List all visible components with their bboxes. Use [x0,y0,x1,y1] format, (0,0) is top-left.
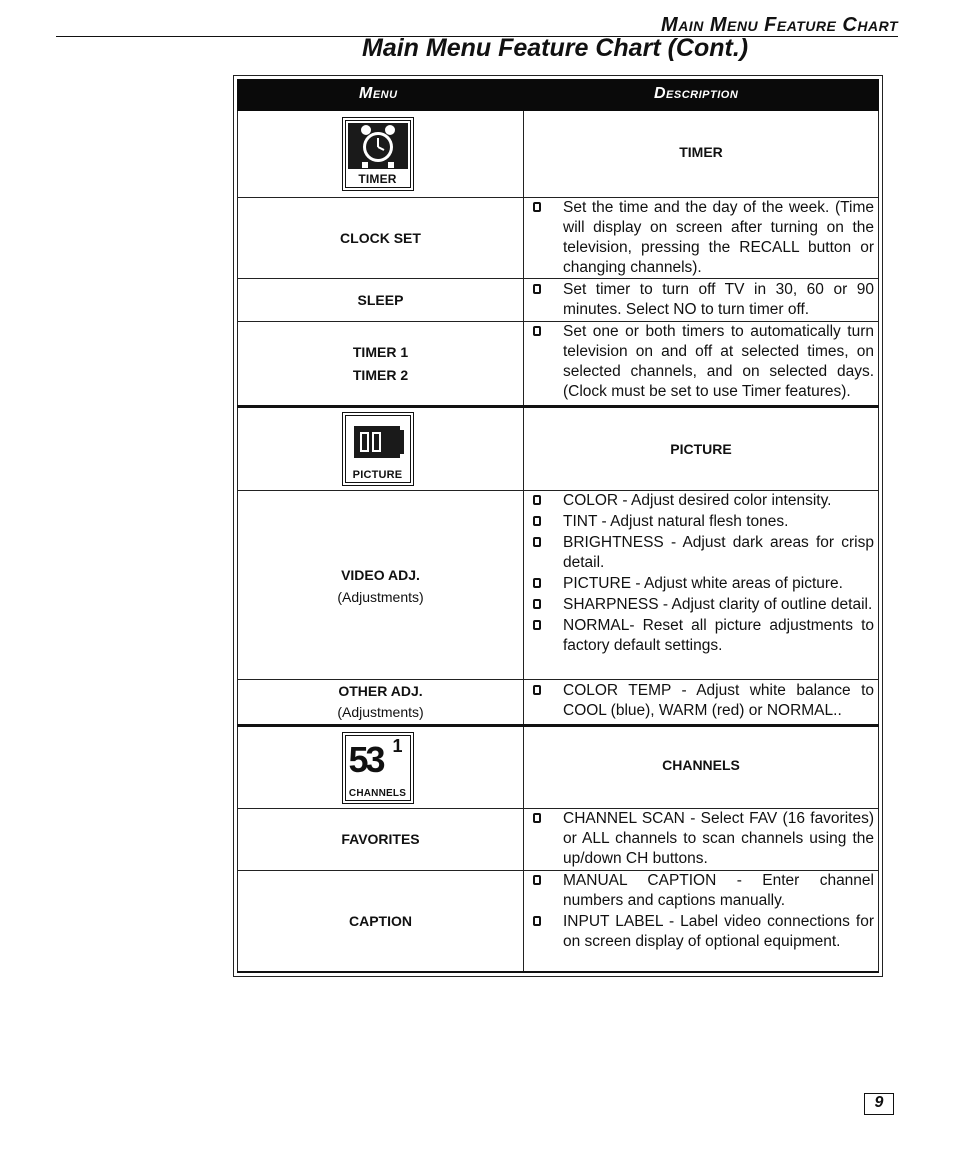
table-row [237,198,879,279]
table-row [237,680,879,727]
checkbox-bullet-icon [533,620,541,630]
timer-icon [342,117,414,191]
description-item: SHARPNESS - Adjust clarity of outline detail. [533,595,874,615]
menu-item-caption: CAPTION [349,912,412,929]
tv-screen-icon [346,416,410,464]
channels-title-cell [524,727,879,808]
checkbox-bullet-icon [533,685,541,695]
channels-section-title: CHANNELS [662,757,740,773]
checkbox-bullet-icon [533,202,541,212]
picture-section-title: PICTURE [670,441,732,457]
description-item: NORMAL- Reset all picture adjustments to factory default settings. [533,616,874,656]
table-row [237,322,879,408]
menu-item-timer-1: TIMER 1 [352,343,409,360]
channels-icon-small-digit: 1 [392,735,403,756]
checkbox-bullet-icon [533,916,541,926]
description-item: MANUAL CAPTION - Enter channel numbers and captions manually. [533,871,874,911]
timer-icon-label: TIMER [358,172,397,186]
picture-icon [342,412,414,486]
timer-section-row [237,111,879,198]
checkbox-bullet-icon [533,578,541,588]
page-number: 9 [864,1093,894,1115]
checkbox-bullet-icon [533,326,541,336]
checkbox-bullet-icon [533,516,541,526]
menu-item-favorites: FAVORITES [341,831,420,847]
menu-item-video-adj-sub: (Adjustments) [337,588,424,605]
menu-item-clock-set: CLOCK SET [340,229,421,246]
picture-title-cell [524,408,879,490]
description-item: PICTURE - Adjust white areas of picture. [533,574,874,594]
menu-item-sleep: SLEEP [357,291,404,308]
table-row [237,491,879,680]
picture-section-row [237,408,879,491]
checkbox-bullet-icon [533,599,541,609]
description-item: COLOR - Adjust desired color intensity. [533,491,874,511]
checkbox-bullet-icon [533,875,541,885]
menu-item-video-adj: VIDEO ADJ. [341,566,420,583]
description-column-header: Description [654,85,739,102]
feature-chart-table [233,75,883,977]
channels-icon-label: CHANNELS [348,787,407,799]
description-item: INPUT LABEL - Label video connections for on screen display of optional equipment. [533,912,874,952]
section-header: Main Menu Feature Chart [661,14,898,36]
table-row [237,871,879,973]
checkbox-bullet-icon [533,813,541,823]
menu-item-timer-2: TIMER 2 [352,366,409,383]
description-item: Set timer to turn off TV in 30, 60 or 90 minutes. Select NO to turn timer off. [533,280,874,320]
menu-item-other-adj: OTHER ADJ. [338,683,423,699]
checkbox-bullet-icon [533,537,541,547]
alarm-clock-icon [346,121,410,171]
checkbox-bullet-icon [533,495,541,505]
channels-icon-cell [237,727,524,808]
description-item: BRIGHTNESS - Adjust dark areas for crisp detail. [533,533,874,573]
menu-item-other-adj-sub: (Adjustments) [337,704,424,720]
menu-column-header: Menu [359,85,398,102]
description-item: CHANNEL SCAN - Select FAV (16 favorites) or ALL channels to scan channels using the up/down CH buttons. [533,809,874,869]
timer-title-cell [524,111,879,197]
picture-icon-cell [237,408,524,490]
table-row [237,279,879,322]
checkbox-bullet-icon [533,284,541,294]
channels-icon [342,732,414,804]
picture-icon-label: PICTURE [352,469,403,481]
description-item: Set one or both timers to automatically turn television on and off at selected times, on selected channels, and on selected days. (Clock must be set to use Timer features). [533,322,874,402]
table-row [237,809,879,871]
page-title: Main Menu Feature Chart (Cont.) [362,34,749,62]
channels-section-row [237,727,879,809]
description-item: Set the time and the day of the week. (Time will display on screen after turning on the television, pressing the RECALL button or changing channels). [533,198,874,278]
timer-icon-cell [237,111,524,197]
description-item: COLOR TEMP - Adjust white balance to COOL (blue), WARM (red) or NORMAL.. [533,681,874,721]
description-item: TINT - Adjust natural flesh tones. [533,512,874,532]
channels-icon-digits: 53 [348,738,383,780]
timer-section-title: TIMER [679,144,723,160]
table-header [237,79,879,111]
